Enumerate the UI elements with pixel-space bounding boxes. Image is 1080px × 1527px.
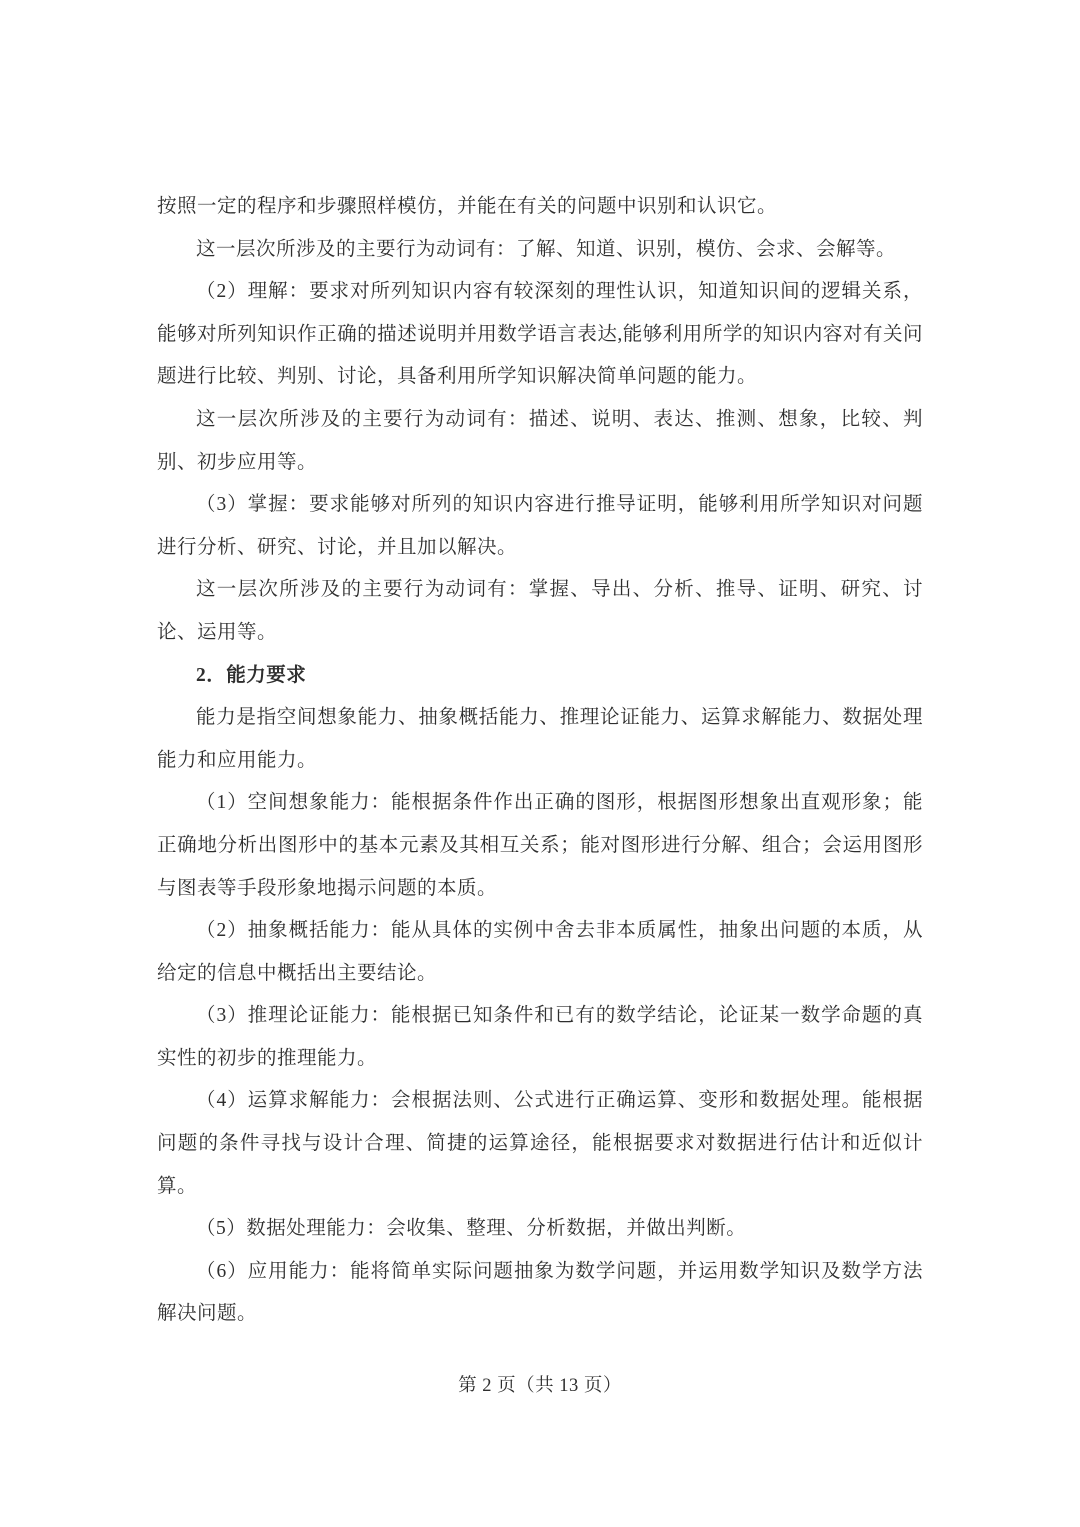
paragraph-ability-1-spatial: （1）空间想象能力：能根据条件作出正确的图形，根据图形想象出直观形象；能正确地分析出图形中的基本元素及其相互关系；能对图形进行分解、组合；会运用图形与图表等手段形象地揭示问题的本质。 bbox=[157, 792, 923, 899]
paragraph-behavior-verbs-level2: 这一层次所涉及的主要行为动词有：描述、说明、表达、推测、想象，比较、判别、初步应用等。 bbox=[157, 408, 923, 473]
paragraph-behavior-verbs-level1: 这一层次所涉及的主要行为动词有：了解、知道、识别，模仿、会求、会解等。 bbox=[196, 238, 897, 260]
paragraph-behavior-verbs-level3: 这一层次所涉及的主要行为动词有：掌握、导出、分析、推导、证明、研究、讨论、运用等。 bbox=[157, 579, 923, 643]
paragraph-ability-5-data-processing: （5）数据处理能力：会收集、整理、分析数据，并做出判断。 bbox=[196, 1218, 747, 1240]
paragraph-ability-overview: 能力是指空间想象能力、抽象概括能力、推理论证能力、运算求解能力、数据处理能力和应用能力。 bbox=[157, 707, 923, 771]
paragraph-continuation: 按照一定的程序和步骤照样模仿，并能在有关的问题中识别和认识它。 bbox=[157, 196, 778, 217]
paragraph-ability-3-reasoning: （3）推理论证能力：能根据已知条件和已有的数学结论，论证某一数学命题的真实性的初步的推理能力。 bbox=[157, 1005, 923, 1069]
paragraph-ability-4-calculation: （4）运算求解能力：会根据法则、公式进行正确运算、变形和数据处理。能根据问题的条件寻找与设计合理、简捷的运算途径，能根据要求对数据进行估计和近似计算。 bbox=[157, 1090, 923, 1197]
paragraph-ability-2-abstraction: （2）抽象概括能力：能从具体的实例中舍去非本质属性，抽象出问题的本质，从给定的信息中概括出主要结论。 bbox=[157, 920, 923, 984]
paragraph-requirement-3-master: （3）掌握：要求能够对所列的知识内容进行推导证明，能够利用所学知识对问题进行分析、研究、讨论，并且加以解决。 bbox=[157, 494, 923, 558]
document-body bbox=[157, 186, 923, 1336]
page-number-footer: 第 2 页（共 13 页） bbox=[458, 1376, 622, 1396]
section-heading-ability-requirements: 2．能力要求 bbox=[196, 664, 307, 686]
paragraph-requirement-2-understand: （2）理解：要求对所列知识内容有较深刻的理性认识，知道知识间的逻辑关系，能够对所列知识作正确的描述说明并用数学语言表达,能够利用所学的知识内容对有关问题进行比较、判别、讨论，具备利用所学知识解决简单问题的能力。 bbox=[157, 281, 923, 388]
paragraph-ability-6-application: （6）应用能力：能将简单实际问题抽象为数学问题，并运用数学知识及数学方法解决问题。 bbox=[157, 1260, 923, 1325]
